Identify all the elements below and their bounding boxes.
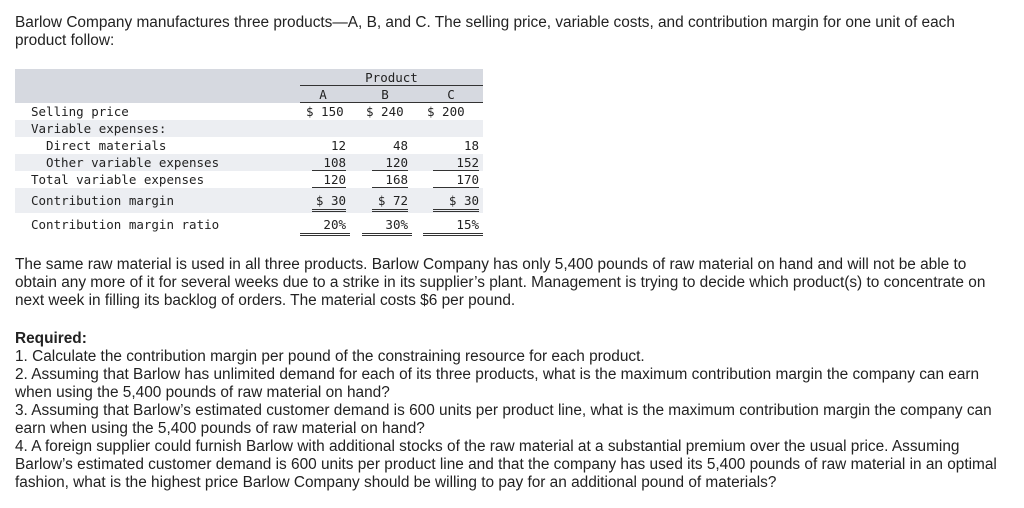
row-label-selling-price: Selling price [31,104,129,119]
cell-cm-ratio-c: 15% [456,217,479,232]
required-item-3: 3. Assuming that Barlow’s estimated customer demand is 600 units per product line, what is the maximum contribution margin the company can earn when using the 5,400 pounds of raw material on hand? [15,402,992,437]
row-label-other-variable-expenses: Other variable expenses [46,155,220,170]
cell-total-variable-c: 170 [456,172,479,187]
cell-cm-ratio-b: 30% [385,217,408,232]
required-item-4: 4. A foreign supplier could furnish Barlow with additional stocks of the raw material at a substantial premium over the usual price. Assuming Barlow’s estimated customer demand is 600 units per product line and that the company has used its 5,400 pounds of raw material in an optimal fashion, what is the highest price Barlow Company should be willing to pay for an additional pound of materials? [15,438,997,491]
required-item-1: 1. Calculate the contribution margin per pound of the constraining resource for each product. [15,348,645,365]
cell-direct-materials-c: 18 [463,138,479,153]
cell-other-variable-a: 108 [323,155,346,170]
cell-selling-price-b: $ 240 [366,104,404,119]
cell-contribution-margin-c: $ 30 [448,193,479,208]
cell-selling-price-c: $ 200 [427,104,465,119]
cell-direct-materials-a: 12 [330,138,346,153]
row-label-total-variable-expenses: Total variable expenses [31,172,205,187]
cell-total-variable-b: 168 [385,172,408,187]
cell-contribution-margin-b: $ 72 [377,193,408,208]
col-header-c: C [447,87,455,102]
row-label-contribution-margin: Contribution margin [31,193,174,208]
row-label-direct-materials: Direct materials [46,138,167,153]
row-label-variable-expenses: Variable expenses: [31,121,167,136]
cell-direct-materials-b: 48 [392,138,408,153]
cell-total-variable-a: 120 [323,172,346,187]
col-header-a: A [319,87,327,102]
product-group-header: Product [365,70,418,85]
intro-paragraph: Barlow Company manufactures three products—A, B, and C. The selling price, variable costs, and contribution margin for one unit of each product follow: [15,14,955,49]
required-item-2: 2. Assuming that Barlow has unlimited demand for each of its three products, what is the maximum contribution margin the company can earn when using the 5,400 pounds of raw material on hand? [15,366,980,401]
required-heading: Required: [15,330,87,347]
product-table [15,69,483,239]
cell-selling-price-a: $ 150 [306,104,344,119]
col-header-b: B [381,87,389,102]
constraint-paragraph: The same raw material is used in all three products. Barlow Company has only 5,400 pounds of raw material on hand and will not be able to obtain any more of it for several weeks due to a strike in its supplier’s plant. Management is trying to decide which product(s) to concentrate on next week in filling its backlog of orders. The material costs $6 per pound. [15,256,986,309]
cell-contribution-margin-a: $ 30 [315,193,346,208]
row-label-contribution-margin-ratio: Contribution margin ratio [31,217,220,232]
cell-cm-ratio-a: 20% [323,217,346,232]
cell-other-variable-b: 120 [385,155,408,170]
required-section [15,330,1000,492]
cell-other-variable-c: 152 [456,155,479,170]
